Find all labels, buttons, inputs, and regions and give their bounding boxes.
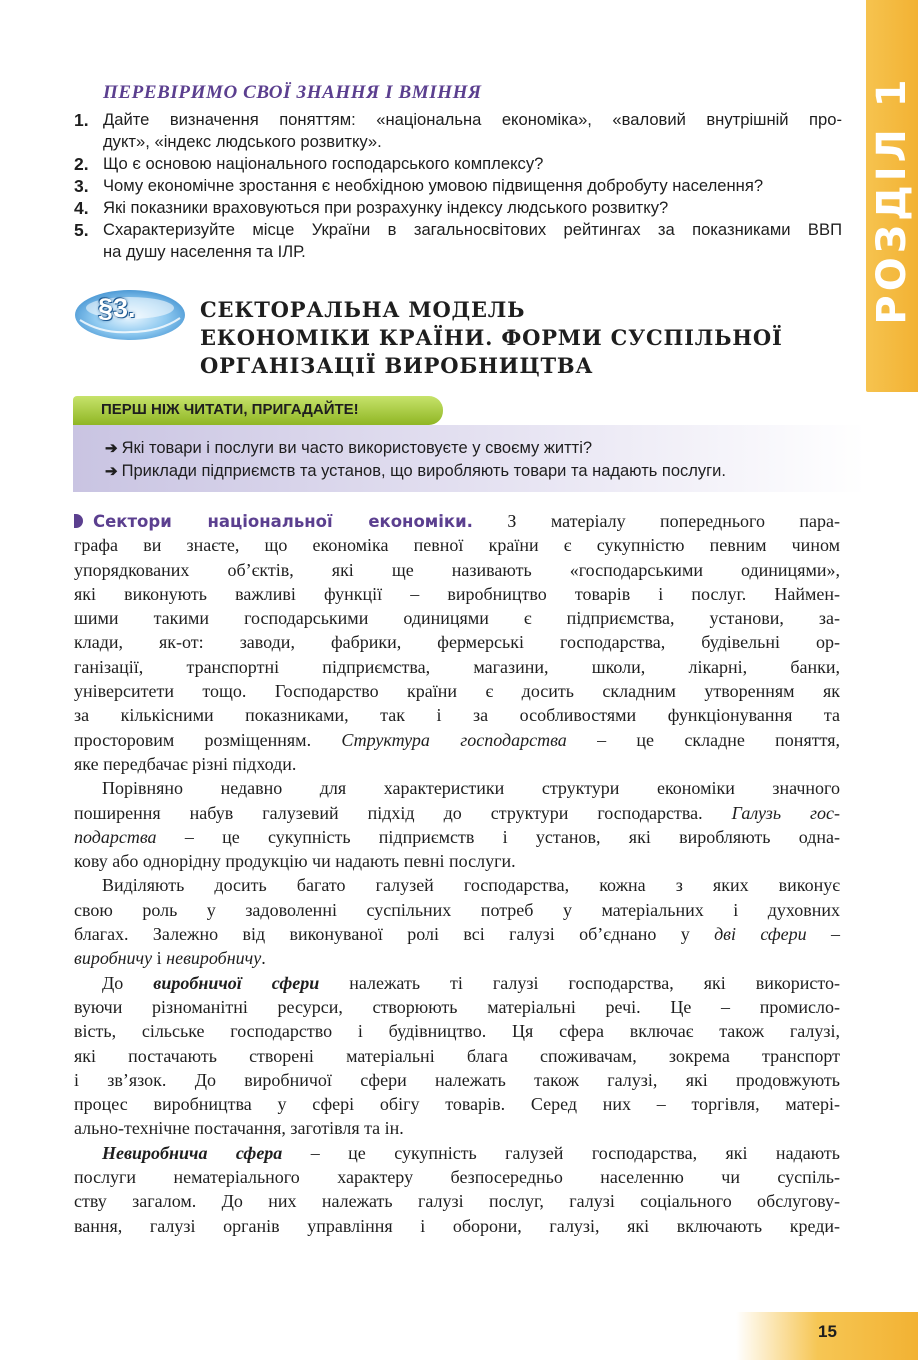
term: невиробничу [166, 948, 262, 969]
text-line: вуючи різноманітні ресурси, створюють матеріальні речі. Це – промисло- [74, 996, 840, 1017]
subheading: Сектори національної економіки. [93, 512, 473, 531]
recall-item-text: Приклади підприємств та установ, що виробляють товари та надають послуги. [121, 462, 726, 480]
text-line: ганізації, транспортні підприємства, магазини, школи, лікарні, банки, [74, 656, 840, 677]
section-title-line: ЕКОНОМІКИ КРАЇНИ. ФОРМИ СУСПІЛЬНОЇ [200, 325, 783, 350]
question-item [74, 153, 842, 175]
question-item [74, 219, 842, 263]
question-text-line: Дайте визначення поняттям: «національна економіка», «валовий внутрішній про- [103, 110, 842, 129]
text-line [74, 1141, 840, 1165]
text-line: які виконують важливі функції – виробництво товарів і послуг. Наймен- [74, 583, 840, 604]
text-line: Порівняно недавно для характеристики структури економіки значного [102, 778, 840, 799]
arrow-right-icon: ➔ [105, 463, 118, 480]
term: виробничої сфери [153, 972, 320, 993]
recall-banner-label: ПЕРШ НІЖ ЧИТАТИ, ПРИГАДАЙТЕ! [101, 401, 359, 418]
text-line: і зв’язок. До виробничої сфери належать також галузі, які продовжують [74, 1069, 840, 1090]
text-line: яке передбачає різні підходи. [74, 753, 297, 774]
recall-banner [73, 396, 443, 425]
text-line: послуги нематеріального характеру безпосередньо населенню чи суспіль- [74, 1167, 840, 1188]
text-line [74, 971, 840, 995]
text-line: Виділяють досить багато галузей господарства, кожна з яких виконує [102, 875, 840, 896]
text-line: шими такими господарськими одиницями є підприємства, установи, за- [74, 608, 840, 629]
text-span: благах. Залежно від виконуваної ролі всі галузі об’єднано у [74, 924, 690, 945]
section-title-line: СЕКТОРАЛЬНА МОДЕЛЬ [200, 297, 526, 322]
text-span: – це сукупність підприємств і установ, які виробляють одна- [184, 826, 841, 847]
text-line: університети тощо. Господарство країни є досить складним утворенням як [74, 681, 840, 702]
text-line: графа ви знаєте, що економіка певної країни є сукупністю певним чином [74, 535, 840, 556]
term: Галузь гос- [731, 802, 841, 823]
question-text-line: дукт», «індекс людського розвитку». [103, 132, 382, 151]
section-title [200, 296, 840, 380]
term: Структура господарства [341, 729, 567, 750]
term: подарства [74, 826, 157, 847]
text-span: – це складне поняття, [597, 729, 840, 750]
question-text [103, 109, 842, 153]
term: виробничу [74, 948, 153, 969]
question-item [74, 197, 842, 219]
text-line [74, 922, 840, 946]
text-line: процес виробництва у сфері обігу товарів. Серед них – торгівля, матері- [74, 1094, 840, 1115]
text-line: ству загалом. До них належать галузі послуг, галузі соціального обслугову- [74, 1191, 840, 1212]
chapter-tab-label: РОЗДІЛ 1 [869, 75, 915, 325]
text-line [74, 946, 840, 970]
page-number: 15 [818, 1322, 837, 1341]
question-number: 4. [74, 198, 89, 218]
text-line: які постачають створені матеріальні блага споживачам, зокрема транспорт [74, 1045, 840, 1066]
section-number: §3. [98, 293, 136, 323]
question-text: Що є основою національного господарського комплексу? [103, 154, 544, 173]
question-item [74, 109, 842, 153]
question-text-line: Схарактеризуйте місце України в загальносвітових рейтингах за показниками ВВП [103, 220, 842, 239]
recall-item [73, 460, 866, 483]
text-line [74, 825, 840, 849]
body-text [74, 509, 840, 1238]
questions-list [74, 109, 842, 263]
text-span: З матеріалу попереднього пара- [507, 511, 841, 531]
arrow-right-icon: ➔ [105, 440, 118, 457]
text-span: – це сукупність галузей господарства, які надають [310, 1142, 840, 1163]
text-span: належать ті галузі господарства, які використо- [349, 972, 841, 993]
bullet-marker-icon [74, 514, 83, 528]
text-line: ально-технічне постачання, заготівля та ін. [74, 1118, 404, 1139]
term: дві сфери [714, 924, 807, 945]
text-line [74, 801, 840, 825]
text-span: поширення набув галузевий підхід до структури господарства. [74, 802, 703, 823]
recall-item [73, 437, 866, 460]
question-text: Чому економічне зростання є необхідною умовою підвищення добробуту населення? [103, 176, 764, 195]
text-span: – [831, 924, 841, 945]
recall-item-text: Які товари і послуги ви часто використовуєте у своєму житті? [121, 439, 593, 457]
text-line: вання, галузі органів управління і оборони, галузі, які включають креди- [74, 1215, 840, 1236]
text-line [74, 728, 840, 752]
term: Невиробнича сфера [102, 1142, 283, 1163]
section-badge [72, 282, 188, 344]
text-line: за кількісними показниками, так і за особливостями функціонування та [74, 705, 840, 726]
recall-box [73, 425, 866, 492]
page-number-bar [736, 1312, 918, 1360]
text-span: і [156, 948, 162, 969]
text-line: кову або однорідну продукцію чи надають певні послуги. [74, 851, 516, 872]
text-span: просторовим розміщенням. [74, 729, 312, 750]
question-text [103, 219, 842, 263]
text-line [74, 509, 840, 533]
question-number: 2. [74, 154, 89, 174]
question-number: 3. [74, 176, 89, 196]
question-text-line: на душу населення та ІЛР. [103, 242, 306, 261]
question-number: 1. [74, 110, 89, 130]
questions-heading: ПЕРЕВІРИМО СВОЇ ЗНАННЯ І ВМІННЯ [103, 82, 482, 103]
text-span: . [261, 948, 266, 969]
question-text: Які показники враховуються при розрахунку індексу людського розвитку? [103, 198, 669, 217]
text-span: До [102, 972, 124, 993]
text-line: упорядкованих об’єктів, які ще називають «господарськими одиницями», [74, 559, 840, 580]
question-number: 5. [74, 220, 89, 240]
text-line: свою роль у задоволенні суспільних потреб у матеріальних і духовних [74, 899, 840, 920]
text-line: клади, як-от: заводи, фабрики, фермерські господарства, будівельні ор- [74, 632, 840, 653]
question-item [74, 175, 842, 197]
text-line: вість, сільське господарство і будівництво. Ця сфера включає також галузі, [74, 1021, 840, 1042]
section-title-line: ОРГАНІЗАЦІЇ ВИРОБНИЦТВА [200, 353, 594, 378]
chapter-tab [866, 0, 918, 392]
